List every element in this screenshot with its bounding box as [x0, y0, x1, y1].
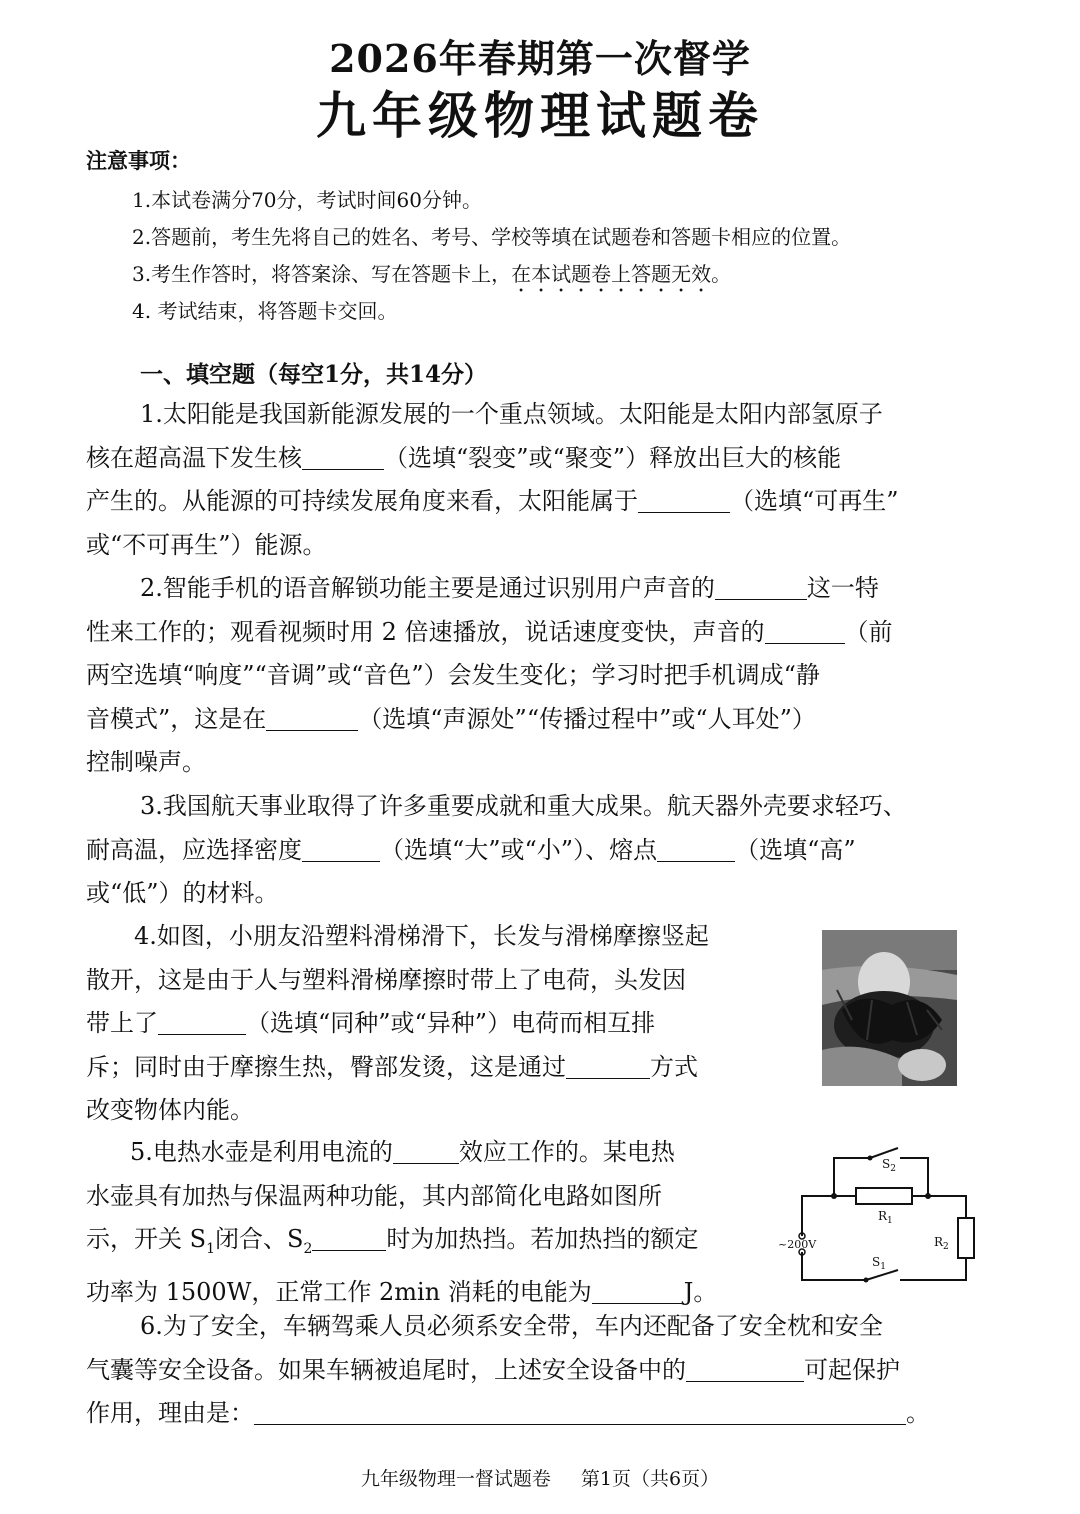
- svg-text:S2: [882, 1157, 896, 1174]
- footer-page-number: 第1页（共6页）: [580, 1468, 720, 1490]
- q1-line-1: 1.太阳能是我国新能源发展的一个重点领域。太阳能是太阳内部氢原子: [140, 400, 883, 428]
- notice-item-2: 2.答题前，考生先将自己的姓名、考号、学校等填在试题卷和答题卡相应的位置。: [132, 225, 852, 249]
- q4-text: 带上了: [86, 1009, 158, 1037]
- answer-blank[interactable]: [765, 617, 845, 644]
- answer-blank[interactable]: [638, 486, 730, 513]
- q6-text: 可起保护: [804, 1355, 900, 1384]
- q5-text: 功率为 1500W，正常工作 2min 消耗的电能为: [86, 1278, 592, 1307]
- q1-text: 产生的。从能源的可持续发展角度来看，太阳能属于: [86, 487, 638, 515]
- q6-line-3: [86, 1392, 930, 1436]
- label-r1: R: [878, 1209, 888, 1223]
- exam-subtitle: 2026年春期第一次督学: [329, 36, 751, 81]
- q6-line-2: [86, 1349, 930, 1393]
- q1-line-3: [86, 480, 899, 524]
- notice-heading: 注意事项：: [86, 148, 191, 173]
- subscript: 1: [880, 1262, 886, 1272]
- answer-blank[interactable]: [686, 1355, 804, 1382]
- q2-text: 音模式”，这是在: [86, 704, 267, 733]
- label-r2: R: [934, 1235, 944, 1249]
- slide-photo: [822, 930, 957, 1086]
- q3-line-1: 3.我国航天事业取得了许多重要成就和重大成果。航天器外壳要求轻巧、: [140, 792, 907, 820]
- q4-line-5: 改变物体内能。: [86, 1096, 254, 1124]
- footer-exam-name: 九年级物理一督试题卷: [360, 1468, 551, 1490]
- q6-text: 气囊等安全设备。如果车辆被追尾时，上述安全设备中的: [86, 1355, 686, 1384]
- answer-blank[interactable]: [158, 1008, 246, 1035]
- q2-line-3: 两空选填“响度”“音调”或“音色”）会发生变化；学习时把手机调成“静: [86, 661, 820, 689]
- q4-line-1: 4.如图，小朋友沿塑料滑梯滑下，长发与滑梯摩擦竖起: [134, 922, 709, 950]
- q6-text: 作用，理由是：: [86, 1399, 254, 1427]
- q5-line-1: [86, 1131, 717, 1175]
- q5-text: J。: [683, 1278, 718, 1307]
- q6-line-1: 6.为了安全，车辆驾乘人员必须系安全带，车内还配备了安全枕和安全: [140, 1312, 883, 1340]
- circuit-diagram: [778, 1140, 988, 1300]
- question-1: [86, 393, 899, 567]
- q2-line-1: [86, 567, 893, 611]
- question-6: [86, 1305, 930, 1436]
- q4-line-4: [86, 1046, 709, 1090]
- answer-blank[interactable]: [266, 704, 358, 731]
- q3-line-3: 或“低”）的材料。: [86, 879, 279, 907]
- label-s1: S: [872, 1255, 881, 1269]
- q5-text: 闭合、S: [215, 1225, 304, 1253]
- q1-text: （选填“裂变”或“聚变”）释放出巨大的核能: [384, 443, 842, 472]
- q3-text: （选填“高”: [735, 835, 856, 864]
- q2-text: 性来工作的；观看视频时用 2 倍速播放，说话速度变快，声音的: [86, 617, 765, 646]
- q2-line-5: 控制噪声。: [86, 748, 206, 776]
- subscript: 1: [206, 1240, 215, 1257]
- q5-line-2: 水壶具有加热与保温两种功能，其内部简化电路如图所: [86, 1181, 662, 1210]
- q2-text: 2.智能手机的语音解锁功能主要是通过识别用户声音的: [140, 574, 715, 602]
- svg-text:S1: [872, 1255, 886, 1272]
- subscript: 1: [887, 1216, 893, 1226]
- question-4: [86, 915, 709, 1133]
- notice-item-3-emphasis: 在本试题卷上答题无效: [511, 262, 712, 286]
- q5-text: 时为加热挡。若加热挡的额定: [386, 1225, 699, 1253]
- notice-item-3-end: 。: [711, 262, 732, 286]
- q1-line-2: [86, 437, 899, 481]
- notice-item-3-text: 3.考生作答时，将答案涂、写在答题卡上，: [132, 262, 512, 286]
- q4-line-3: [86, 1002, 709, 1046]
- answer-blank[interactable]: [393, 1137, 459, 1164]
- subscript: 2: [890, 1164, 896, 1174]
- question-3: [86, 785, 907, 916]
- q4-text: 斥；同时由于摩擦生热，臀部发烫，这是通过: [86, 1052, 566, 1081]
- q2-text: （选填“声源处”“传播过程中”或“人耳处”）: [358, 704, 816, 733]
- answer-blank[interactable]: [715, 573, 807, 600]
- question-5: [86, 1131, 717, 1315]
- q6-text: 。: [906, 1399, 930, 1427]
- q1-line-4: 或“不可再生”）能源。: [86, 530, 327, 559]
- answer-blank[interactable]: [592, 1277, 684, 1304]
- section-title-fill-blank: 一、填空题（每空1分，共14分）: [140, 361, 488, 388]
- label-voltage: ~200V: [778, 1238, 817, 1251]
- page-footer: [0, 1464, 1080, 1491]
- q1-text: （选填“可再生”: [730, 487, 899, 515]
- answer-blank[interactable]: [312, 1224, 386, 1251]
- q2-line-2: [86, 611, 893, 655]
- answer-blank[interactable]: [302, 443, 384, 470]
- svg-text:R2: [934, 1235, 949, 1252]
- q2-text: （前: [844, 617, 893, 646]
- notice-item-1: 1.本试卷满分70分，考试时间60分钟。: [132, 188, 482, 212]
- q1-text: 核在超高温下发生核: [86, 443, 302, 472]
- q3-text: （选填“大”或“小”）、熔点: [380, 835, 658, 864]
- q4-line-2: 散开，这是由于人与塑料滑梯摩擦时带上了电荷，头发因: [86, 965, 686, 994]
- exam-title: 九年级物理试题卷: [316, 86, 764, 145]
- q5-text: 示，开关 S: [86, 1225, 207, 1253]
- subscript: 2: [943, 1242, 949, 1252]
- notice-item-4: 4. 考试结束，将答题卡交回。: [132, 299, 398, 323]
- q5-text: 5.电热水壶是利用电流的: [130, 1138, 393, 1166]
- answer-blank[interactable]: [566, 1052, 650, 1079]
- answer-blank-long[interactable]: [254, 1398, 906, 1425]
- answer-blank[interactable]: [657, 835, 735, 862]
- answer-blank[interactable]: [302, 835, 380, 862]
- q4-text: 方式: [650, 1052, 698, 1081]
- resistor-r1: [856, 1188, 912, 1204]
- q3-line-2: [86, 829, 907, 873]
- question-2: [86, 567, 893, 785]
- q5-line-3: [86, 1218, 717, 1271]
- q5-text: 效应工作的。某电热: [458, 1138, 675, 1166]
- resistor-r2: [958, 1218, 974, 1258]
- q2-line-4: [86, 698, 893, 742]
- q4-text: （选填“同种”或“异种”）电荷而相互排: [246, 1009, 656, 1037]
- q3-text: 耐高温，应选择密度: [86, 835, 302, 864]
- q2-text: 这一特: [806, 574, 879, 602]
- notice-item-3: [132, 261, 731, 297]
- svg-text:R1: [878, 1209, 893, 1226]
- subscript: 2: [303, 1240, 313, 1257]
- label-s2: S: [882, 1157, 891, 1171]
